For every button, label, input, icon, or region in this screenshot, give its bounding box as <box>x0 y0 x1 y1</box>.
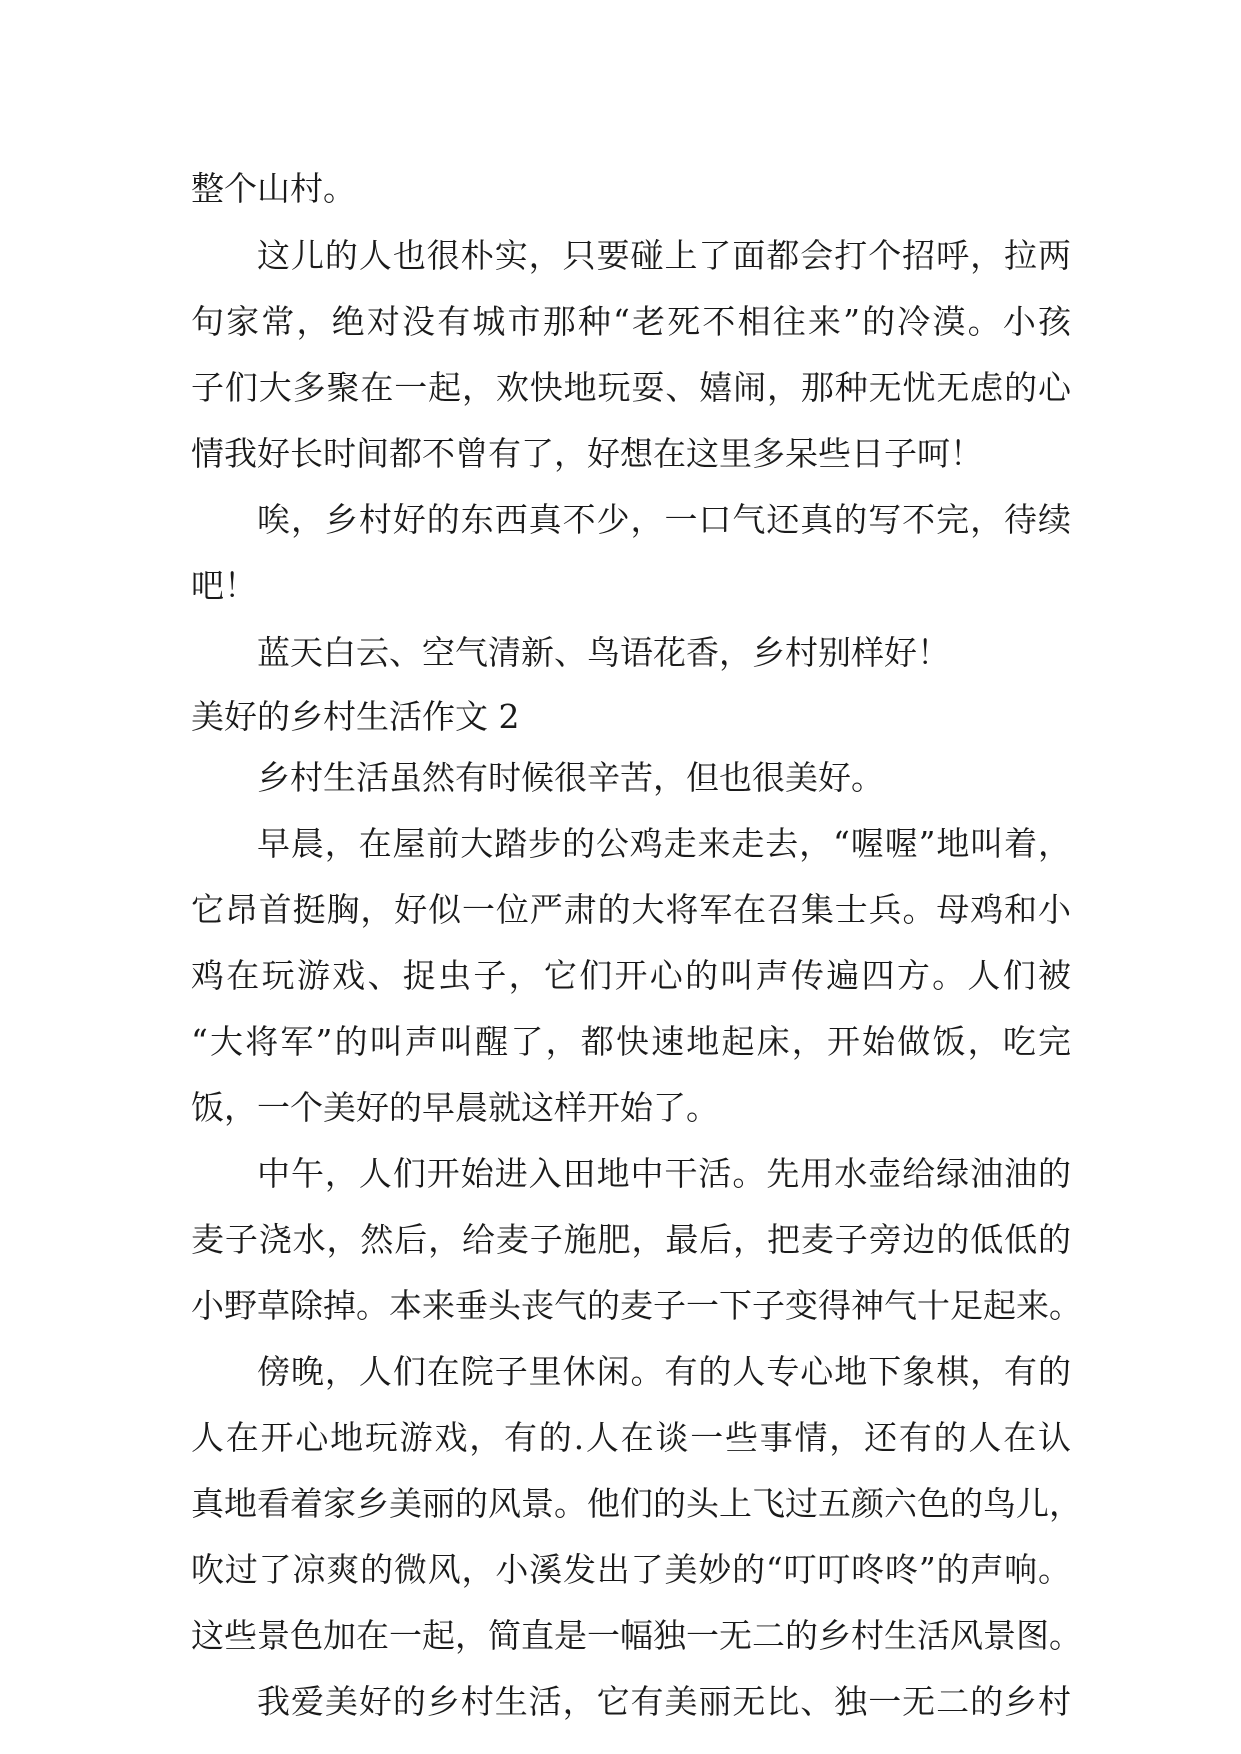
text-line: 早晨，在屋前大踏步的公鸡走来走去，“喔喔”地叫着， <box>257 824 1071 863</box>
text-line: 真地看着家乡美丽的风景。他们的头上飞过五颜六色的鸟儿， <box>191 1484 1082 1523</box>
text-line: 子们大多聚在一起，欢快地玩耍、嬉闹，那种无忧无虑的心 <box>191 368 1071 407</box>
text-line: 小野草除掉。本来垂头丧气的麦子一下子变得神气十足起来。 <box>191 1286 1082 1325</box>
text-line: 句家常，绝对没有城市那种“老死不相往来”的冷漠。小孩 <box>191 302 1071 341</box>
text-line: 它昂首挺胸，好似一位严肃的大将军在召集士兵。母鸡和小 <box>191 890 1071 929</box>
text-line: 吹过了凉爽的微风，小溪发出了美妙的“叮叮咚咚”的声响。 <box>191 1550 1071 1589</box>
text-line: 傍晚，人们在院子里休闲。有的人专心地下象棋，有的 <box>257 1352 1071 1391</box>
text-line: 饭，一个美好的早晨就这样开始了。 <box>191 1088 719 1127</box>
text-line: 这儿的人也很朴实，只要碰上了面都会打个招呼，拉两 <box>257 236 1071 275</box>
text-line: 唉，乡村好的东西真不少，一口气还真的写不完，待续 <box>257 500 1071 539</box>
text-line: 中午，人们开始进入田地中干活。先用水壶给绿油油的 <box>257 1154 1071 1193</box>
text-line: 人在开心地玩游戏，有的.人在谈一些事情，还有的人在认 <box>191 1418 1071 1457</box>
section-heading: 美好的乡村生活作文 2 <box>191 697 520 736</box>
text-line: 这些景色加在一起，简直是一幅独一无二的乡村生活风景图。 <box>191 1616 1082 1655</box>
text-line: 我爱美好的乡村生活，它有美丽无比、独一无二的乡村 <box>257 1682 1071 1721</box>
text-line: 乡村生活虽然有时候很辛苦，但也很美好。 <box>257 758 884 797</box>
text-line: 整个山村。 <box>191 169 356 208</box>
text-line: 吧！ <box>191 566 257 605</box>
text-line: 麦子浇水，然后，给麦子施肥，最后，把麦子旁边的低低的 <box>191 1220 1071 1259</box>
text-line: 鸡在玩游戏、捉虫子，它们开心的叫声传遍四方。人们被 <box>191 956 1071 995</box>
text-line: 蓝天白云、空气清新、鸟语花香，乡村别样好！ <box>257 633 950 672</box>
text-line: “大将军”的叫声叫醒了，都快速地起床，开始做饭，吃完 <box>191 1022 1071 1061</box>
text-line: 情我好长时间都不曾有了，好想在这里多呆些日子呵！ <box>191 434 983 473</box>
